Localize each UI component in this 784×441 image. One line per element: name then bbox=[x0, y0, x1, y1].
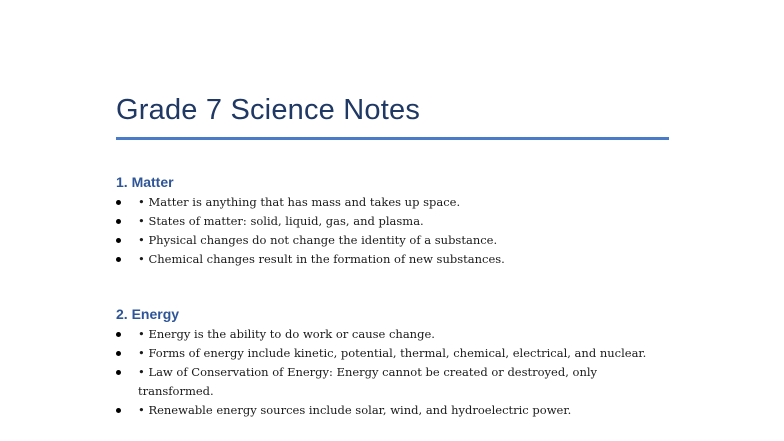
bullet-icon bbox=[116, 370, 121, 375]
bullet-icon bbox=[116, 200, 121, 205]
list-item: • Renewable energy sources include solar, wind, and hydroelectric power. bbox=[116, 401, 676, 420]
title-underline bbox=[116, 137, 669, 140]
section-energy bbox=[116, 303, 676, 420]
list-item: • Law of Conservation of Energy: Energy cannot be created or destroyed, only transformed. bbox=[116, 363, 618, 401]
section-matter bbox=[116, 171, 676, 269]
list-item: • States of matter: solid, liquid, gas, and plasma. bbox=[116, 212, 676, 231]
bullet-icon bbox=[116, 257, 121, 262]
page-title: Grade 7 Science Notes bbox=[116, 94, 421, 126]
list-item: • Energy is the ability to do work or cause change. bbox=[116, 325, 676, 344]
matter-list bbox=[116, 193, 676, 269]
energy-list bbox=[116, 325, 676, 420]
bullet-icon bbox=[116, 408, 121, 413]
list-item: • Physical changes do not change the identity of a substance. bbox=[116, 231, 676, 250]
bullet-icon bbox=[116, 238, 121, 243]
section-heading-energy: 2. Energy bbox=[116, 306, 180, 322]
bullet-icon bbox=[116, 332, 121, 337]
list-item: • Matter is anything that has mass and takes up space. bbox=[116, 193, 676, 212]
section-heading-matter: 1. Matter bbox=[116, 174, 174, 190]
bullet-icon bbox=[116, 219, 121, 224]
list-item: • Chemical changes result in the formation of new substances. bbox=[116, 250, 676, 269]
bullet-icon bbox=[116, 351, 121, 356]
list-item: • Forms of energy include kinetic, potential, thermal, chemical, electrical, and nuclear. bbox=[116, 344, 676, 363]
